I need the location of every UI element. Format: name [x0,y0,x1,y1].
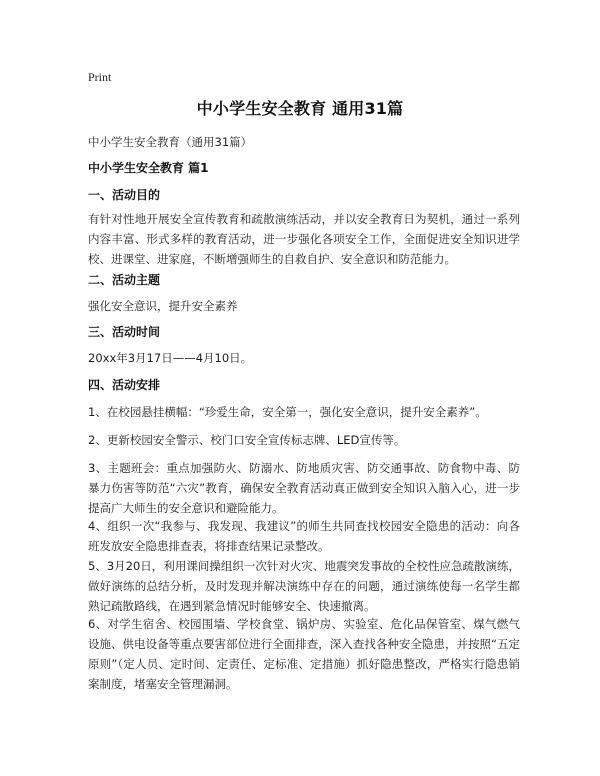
paragraph-time: 20xx年3月17日——4月10日。 [88,351,253,365]
heading-purpose: 一、活动目的 [88,188,161,202]
print-label: Print [88,70,112,84]
arrangement-item-6: 6、对学生宿舍、校园围墙、学校食堂、锅炉房、实验室、危化品保管室、煤气燃气设施、供电设备等重点要害部位进行全面排查，深入查找各种安全隐患，并按照“五定原则”（定人员、定时间、定责任、定标准、定措施）抓好隐患整改，严格实行隐患销案制度，堵塞安全管理漏洞。 [88,617,520,691]
paragraph-theme: 强化安全意识，提升安全素养 [88,299,238,313]
document-title: 中小学生安全教育 通用31篇 [196,99,404,118]
arrangement-item-5: 5、3月20日，利用课间操组织一次针对火灾、地震突发事故的全校性应急疏散演练，做好演练的总结分析，及时发现并解决演练中存在的问题，通过演练使每一名学生都熟记疏散路线，在遇到紧急情况时能够安全、快速撤离。 [88,559,520,613]
arrangement-item-1: 1、在校园悬挂横幅：“珍爱生命，安全第一，强化安全意识，提升安全素养”。 [88,405,487,419]
heading-time: 三、活动时间 [88,325,161,339]
arrangement-item-3: 3、主题班会：重点加强防火、防溺水、防地质灾害、防交通事故、防食物中毒、防暴力伤害等防范“六灾”教育，确保安全教育活动真正做到安全知识入脑入心，进一步提高广大师生的安全意识和避险能力。 [88,461,520,515]
heading-theme: 二、活动主题 [88,273,161,287]
section-title: 中小学生安全教育 篇1 [88,161,209,175]
paragraph-purpose: 有针对性地开展安全宣传教育和疏散演练活动，并以安全教育日为契机，通过一系列内容丰富、形式多样的教育活动，进一步强化各项安全工作，全面促进安全知识进学校、进课堂、进家庭，不断增强师生的自救自护、安全意识和防范能力。 [88,212,520,266]
arrangement-item-2: 2、更新校园安全警示、校门口安全宣传标志牌、LED宣传等。 [88,433,406,447]
document-subtitle: 中小学生安全教育（通用31篇） [88,135,253,149]
arrangement-item-4: 4、组织一次“我参与、我发现、我建议”的师生共同查找校园安全隐患的活动：向各班发放安全隐患排查表，将排查结果记录整改。 [88,519,520,553]
heading-arrangement: 四、活动安排 [88,378,161,392]
